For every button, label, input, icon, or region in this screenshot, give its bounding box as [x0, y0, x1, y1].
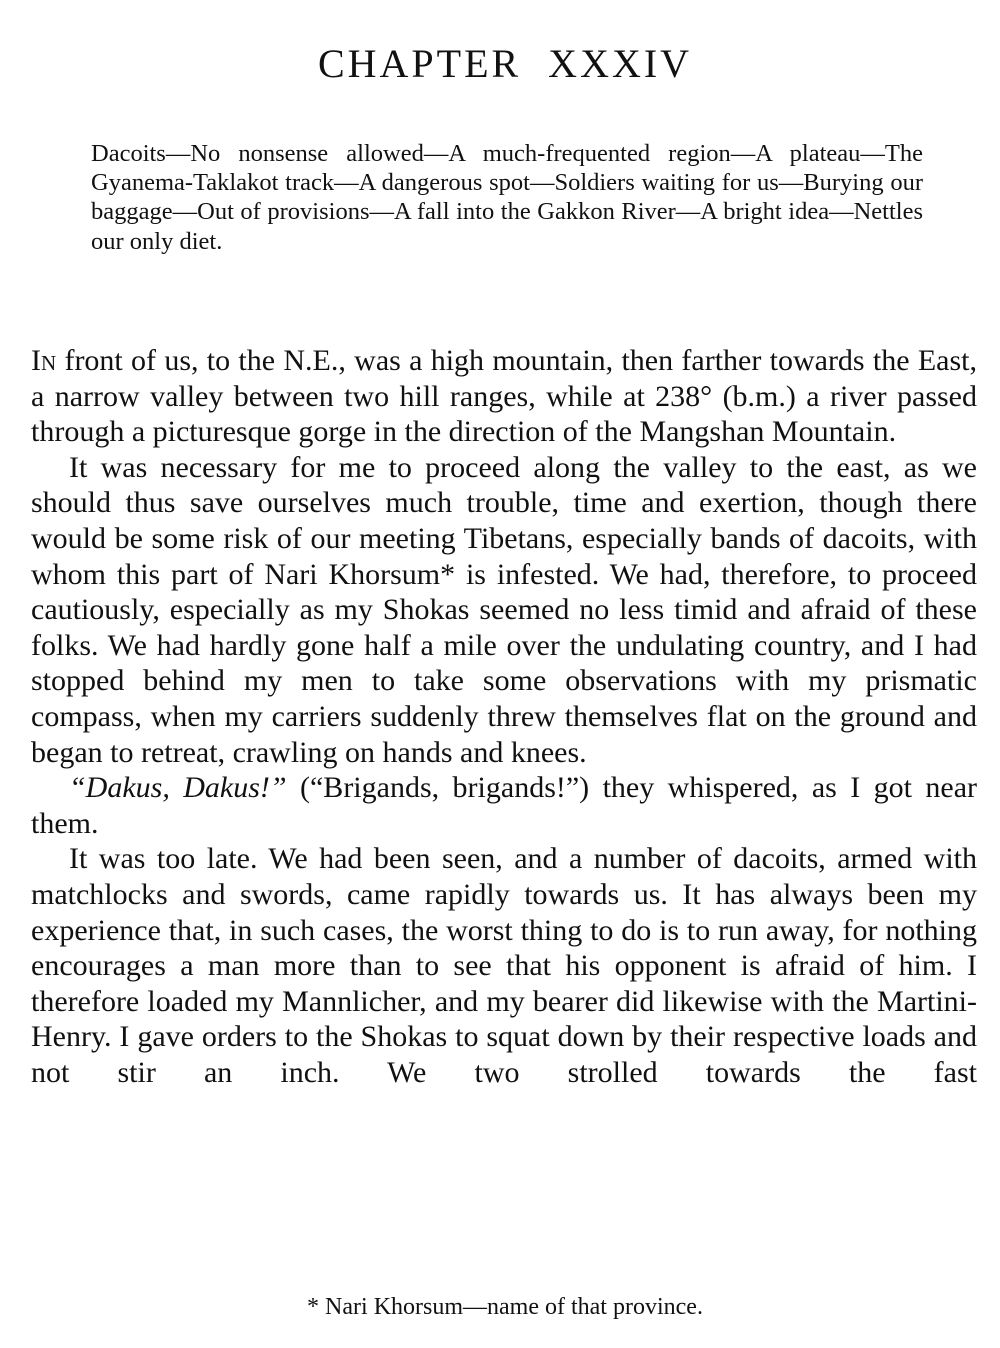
chapter-synopsis: Dacoits—No nonsense allowed—A much-frequented region—A plateau—The Gyanema-Taklakot track—A dangerous spot—Soldiers waiting for us—Burying our baggage—Out of provisions—A fall into the Gakkon River—A bright idea—Nettles our only diet.: [91, 140, 923, 255]
chapter-title: CHAPTER XXXIV: [317, 41, 693, 86]
body-text: [31, 343, 977, 1090]
paragraph-1-text: front of us, to the N.E., was a high mountain, then farther towards the East, a narrow valley between two hill ranges, while at 238° (b.m.) a river passed through a picturesque gorge in the direction of the Mangshan Mountain.: [31, 344, 977, 449]
paragraph-3-text: (“Brigands, brigands!”) they whispered, as I got near them.: [31, 771, 978, 840]
paragraph-1: [31, 343, 977, 450]
dialogue-italic: “Dakus, Dakus!”: [69, 771, 287, 805]
paragraph-3: [31, 770, 977, 841]
drop-lead-word: In: [31, 344, 57, 377]
footnote: * Nari Khorsum—name of that province.: [307, 1294, 703, 1320]
paragraph-4: It was too late. We had been seen, and a number of dacoits, armed with matchlocks and swords, came rapidly towards us. It has always been my experience that, in such cases, the worst thing to do is to run away, for nothing encourages a man more than to see that his opponent is afraid of him. I therefore loaded my Mannlicher, and my bearer did likewise with the Martini-Henry. I gave orders to the Shokas to squat down by their respective loads and not stir an inch. We two strolled towards the fast: [31, 842, 977, 1089]
paragraph-2: It was necessary for me to proceed along the valley to the east, as we should thus save ourselves much trouble, time and exertion, though there would be some risk of our meeting Tibetans, especially bands of dacoits, with whom this part of Nari Khorsum* is infested. We had, therefore, to proceed cautiously, especially as my Shokas seemed no less timid and afraid of these folks. We had hardly gone half a mile over the undulating country, and I had stopped behind my men to take some observations with my prismatic compass, when my carriers suddenly threw themselves flat on the ground and began to retreat, crawling on hands and knees.: [31, 450, 977, 769]
